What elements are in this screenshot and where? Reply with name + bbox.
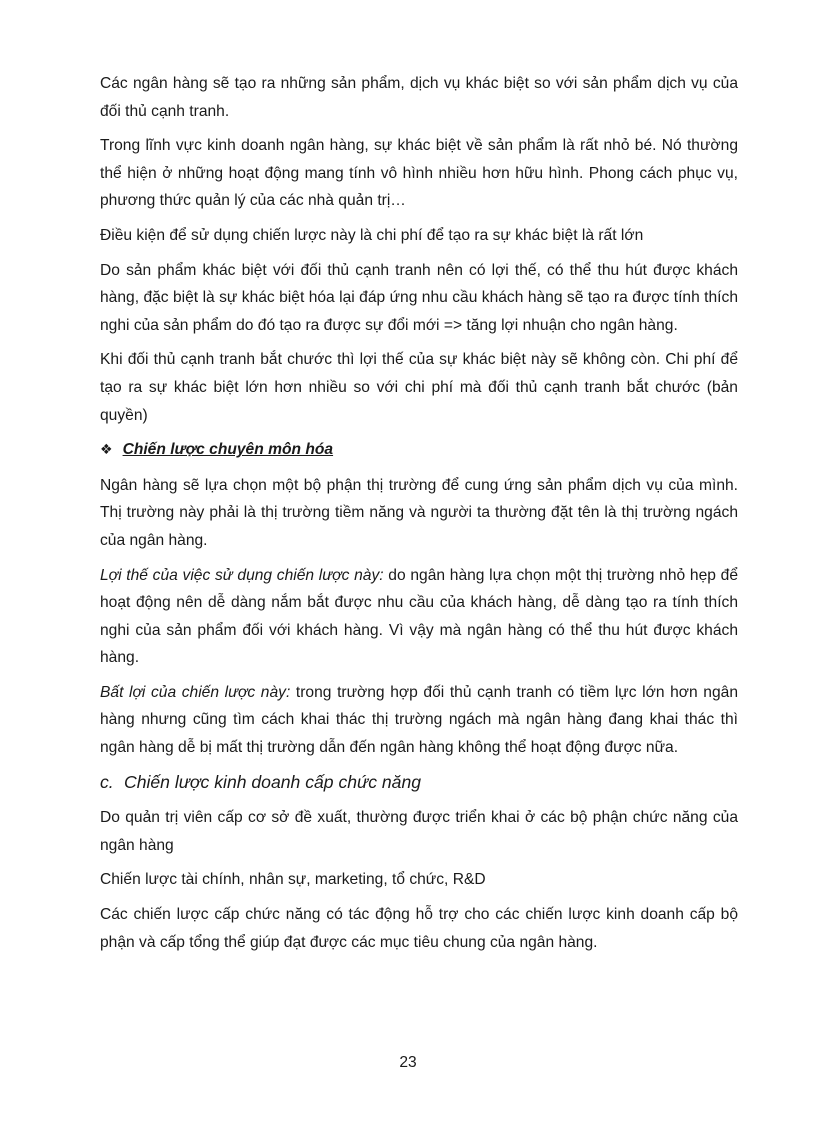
paragraph: Điều kiện để sử dụng chiến lược này là chi phí để tạo ra sự khác biệt là rất lớn xyxy=(100,226,644,244)
diamond-bullet-icon: ❖ xyxy=(100,441,113,458)
paragraph: Chiến lược tài chính, nhân sự, marketing, tổ chức, R&D xyxy=(100,871,486,889)
emphasis-lead: Bất lợi của chiến lược này: xyxy=(100,683,291,701)
bullet-heading-title: Chiến lược chuyên môn hóa xyxy=(122,441,334,459)
paragraph: Các ngân hàng sẽ tạo ra những sản phẩm, dịch vụ khác biệt so với sản phẩm dịch vụ của đối thủ cạnh tranh. xyxy=(100,75,738,120)
paragraph: Do sản phẩm khác biệt với đối thủ cạnh tranh nên có lợi thế, có thể thu hút được khách hàng, đặc biệt là sự khác biệt hóa lại đáp ứng nhu cầu khách hàng sẽ tạo ra được tính thích nghi của sản phẩm do đó tạo ra được sự đổi mới => tăng lợi nhuận cho ngân hàng. xyxy=(100,261,738,334)
paragraph xyxy=(100,562,738,672)
section-heading xyxy=(100,769,738,797)
paragraph: Các chiến lược cấp chức năng có tác động hỗ trợ cho các chiến lược kinh doanh cấp bộ phận và cấp tổng thể giúp đạt được các mục tiêu chung của ngân hàng. xyxy=(100,906,738,951)
section-letter: c. xyxy=(100,771,114,792)
emphasis-lead: Lợi thế của việc sử dụng chiến lược này: xyxy=(100,566,384,584)
bullet-heading xyxy=(100,436,738,464)
paragraph: Khi đối thủ cạnh tranh bắt chước thì lợi thế của sự khác biệt này sẽ không còn. Chi phí để tạo ra sự khác biệt lớn hơn nhiều so với chi phí mà đối thủ cạnh tranh bắt chước (bản quyền) xyxy=(100,351,738,424)
paragraph-text: do ngân hàng lựa chọn một thị trường nhỏ hẹp để hoạt động nên dễ dàng nắm bắt được nhu cầu của khách hàng, dễ dàng tạo ra tính thích nghi của sản phẩm đối với khách hàng. Vì vậy mà ngân hàng có thể thu hút được khách hàng. xyxy=(100,566,738,667)
page-number: 23 xyxy=(399,1054,417,1071)
paragraph: Trong lĩnh vực kinh doanh ngân hàng, sự khác biệt về sản phẩm là rất nhỏ bé. Nó thường thể hiện ở những hoạt động mang tính vô hình nhiều hơn hữu hình. Phong cách phục vụ, phương thức quản lý của các nhà quản trị… xyxy=(100,137,738,210)
document-body xyxy=(100,70,738,963)
paragraph: Ngân hàng sẽ lựa chọn một bộ phận thị trường để cung ứng sản phẩm dịch vụ của mình. Thị trường này phải là thị trường tiềm năng và người ta thường đặt tên là thị trường ngách của ngân hàng. xyxy=(100,476,738,549)
paragraph xyxy=(100,679,738,762)
paragraph-text: trong trường hợp đối thủ cạnh tranh có tiềm lực lớn hơn ngân hàng nhưng cũng tìm cách khai thác thị trường ngách mà ngân hàng đang khai thác thì ngân hàng dễ bị mất thị trường dẫn đến ngân hàng không thể hoạt động được nữa. xyxy=(100,683,738,757)
paragraph: Do quản trị viên cấp cơ sở đề xuất, thường được triển khai ở các bộ phận chức năng của ngân hàng xyxy=(100,809,738,854)
section-title: Chiến lược kinh doanh cấp chức năng xyxy=(124,771,422,792)
